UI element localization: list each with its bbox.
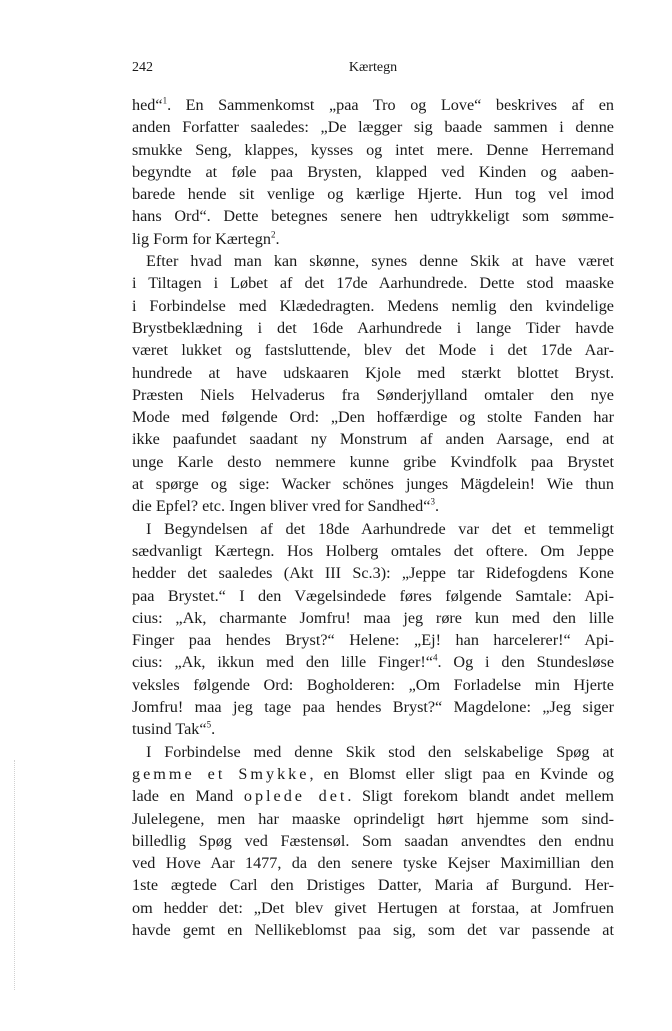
page-edge-mark [14,760,15,990]
line-text: lade en Mand [132,787,244,806]
text-line [132,830,614,852]
text-line [132,629,614,651]
line-text: . [275,229,280,248]
text-line [132,406,614,428]
line-text: . [211,720,216,739]
text-line [132,562,614,584]
line-text: ikke paafundet saadant ny Monstrum af anden Aarsage, end at [132,430,614,449]
line-text: die Epfel? etc. Ingen bliver vred for Sandhed“ [132,497,431,516]
footnote-marker: 3 [430,496,435,507]
line-text: . Og i den Stundesløse [437,653,615,672]
text-line [132,718,614,740]
line-text: tusind Tak“ [132,720,207,739]
text-line [132,473,614,495]
footnote-marker: 2 [270,229,276,240]
text-line [132,763,614,785]
footnote-marker: 4 [432,653,438,664]
text-line [132,741,614,763]
text-line [132,295,614,317]
line-text: Jomfru! maa jeg tage paa hendes Bryst?“ Magdelone: „Jeg siger [132,698,614,717]
text-line [132,495,614,517]
text-line [132,518,614,540]
line-text: I Forbindelse med denne Skik stod den selskabelige Spøg at [146,742,614,761]
footnote-marker: 1 [162,95,168,106]
line-text: . Sligt forekom blandt andet mellem [347,787,614,806]
text-line [132,585,614,607]
text-line [132,161,614,183]
text-line [132,205,614,227]
line-text: cius: „Ak, charmante Jomfru! maa jeg røre kun med den lille [132,608,614,627]
spaced-phrase: gemme et Smykke [132,764,310,783]
line-text: Brystbeklædning i det 16de Aarhundrede i lange Tider havde [132,318,614,337]
spaced-phrase: oplede det [243,787,348,806]
text-line [132,451,614,473]
line-text: . [434,497,439,516]
page-header [132,60,614,80]
text-line [132,808,614,830]
footnote-marker: 5 [206,719,212,730]
text-line [132,785,614,807]
line-text: om hedder det: „Det blev givet Hertugen at forstaa, at Jomfruen [132,898,614,917]
line-text: smukke Seng, klappes, kysses og intet mere. Denne Herremand [132,140,614,159]
line-text: begyndte at føle paa Brysten, klapped ved Kinden og aaben- [132,162,614,181]
text-line [132,94,614,116]
text-line [132,428,614,450]
text-line [132,272,614,294]
line-text: paa Brystet.“ I den Vægelsindede føres følgende Samtale: Api- [132,586,614,605]
text-line [132,228,614,250]
page-number: 242 [132,60,153,75]
line-text: sædvanligt Kærtegn. Hos Holberg omtales det oftere. Om Jeppe [132,541,614,560]
line-text: Mode med følgende Ord: „Den hoffærdige og stolte Fanden har [132,408,614,427]
text-line [132,897,614,919]
line-text: Præsten Niels Helvaderus fra Sønderjylland omtaler den nye [132,385,614,404]
line-text: Julelegene, men har maaske oprindeligt hørt hjemme som sind- [132,809,614,828]
line-text: anden Forfatter saaledes: „De lægger sig baade sammen i denne [132,118,614,137]
line-text: i Tiltagen i Løbet af det 17de Aarhundrede. Dette stod maaske [132,274,614,293]
line-text: lig Form for Kærtegn [132,229,271,248]
line-text: cius: „Ak, ikkun med den lille Finger!“ [132,653,433,672]
text-line [132,116,614,138]
line-text: hedder det saaledes (Akt III Sc.3): „Jeppe tar Ridefogdens Kone [132,564,614,583]
line-text: barede hende sit venlige og kærlige Hjerte. Hun tog vel imod [132,185,614,204]
text-line [132,384,614,406]
line-text: unge Karle desto nemmere kunne gribe Kvindfolk paa Brystet [132,452,614,471]
line-text: . En Sammenkomst „paa Tro og Love“ beskrives af en [167,96,614,114]
line-text: veksles følgende Ord: Bogholderen: „Om Forladelse min Hjerte [132,675,614,694]
text-line [132,139,614,161]
line-text: I Begyndelsen af det 18de Aarhundrede var det et temmeligt [146,519,614,538]
body-text [132,94,614,941]
line-text: 1ste ægtede Carl den Dristiges Datter, Maria af Burgund. Her- [132,876,614,895]
line-text: Efter hvad man kan skønne, synes denne Skik at have været [146,252,614,271]
text-line [132,339,614,361]
line-text: Finger paa hendes Bryst?“ Helene: „Ej! han harcelerer!“ Api- [132,631,614,650]
text-line [132,183,614,205]
text-line [132,651,614,673]
text-line [132,362,614,384]
text-line [132,874,614,896]
text-line [132,696,614,718]
text-line [132,250,614,272]
text-line [132,674,614,696]
line-text: hans Ord“. Dette betegnes senere hen udtrykkeligt som sømme- [132,207,614,226]
line-text: hundrede at have udskaaren Kjole med stærkt blottet Bryst. [132,363,614,382]
text-line [132,317,614,339]
line-text: været lukket og fastsluttende, blev det Mode i det 17de Aar- [132,341,614,360]
line-text: i Forbindelse med Klædedragten. Medens nemlig den kvindelige [132,296,614,315]
line-text: billedlig Spøg ved Fæstensøl. Som saadan anvendtes den endnu [132,831,614,850]
line-text: at spørge og sige: Wacker schönes junges Mägdelein! Wie thun [132,475,614,494]
line-text: havde gemt en Nellikeblomst paa sig, som det var passende at [132,920,614,939]
running-title: Kærtegn [348,60,398,75]
text-line [132,919,614,941]
line-text: ved Hove Aar 1477, da den senere tyske Kejser Maximillian den [132,854,614,873]
line-text: , en Blomst eller sligt paa en Kvinde og [309,764,615,783]
text-line [132,852,614,874]
text-line [132,540,614,562]
text-line [132,607,614,629]
line-text: hed“ [132,96,163,114]
